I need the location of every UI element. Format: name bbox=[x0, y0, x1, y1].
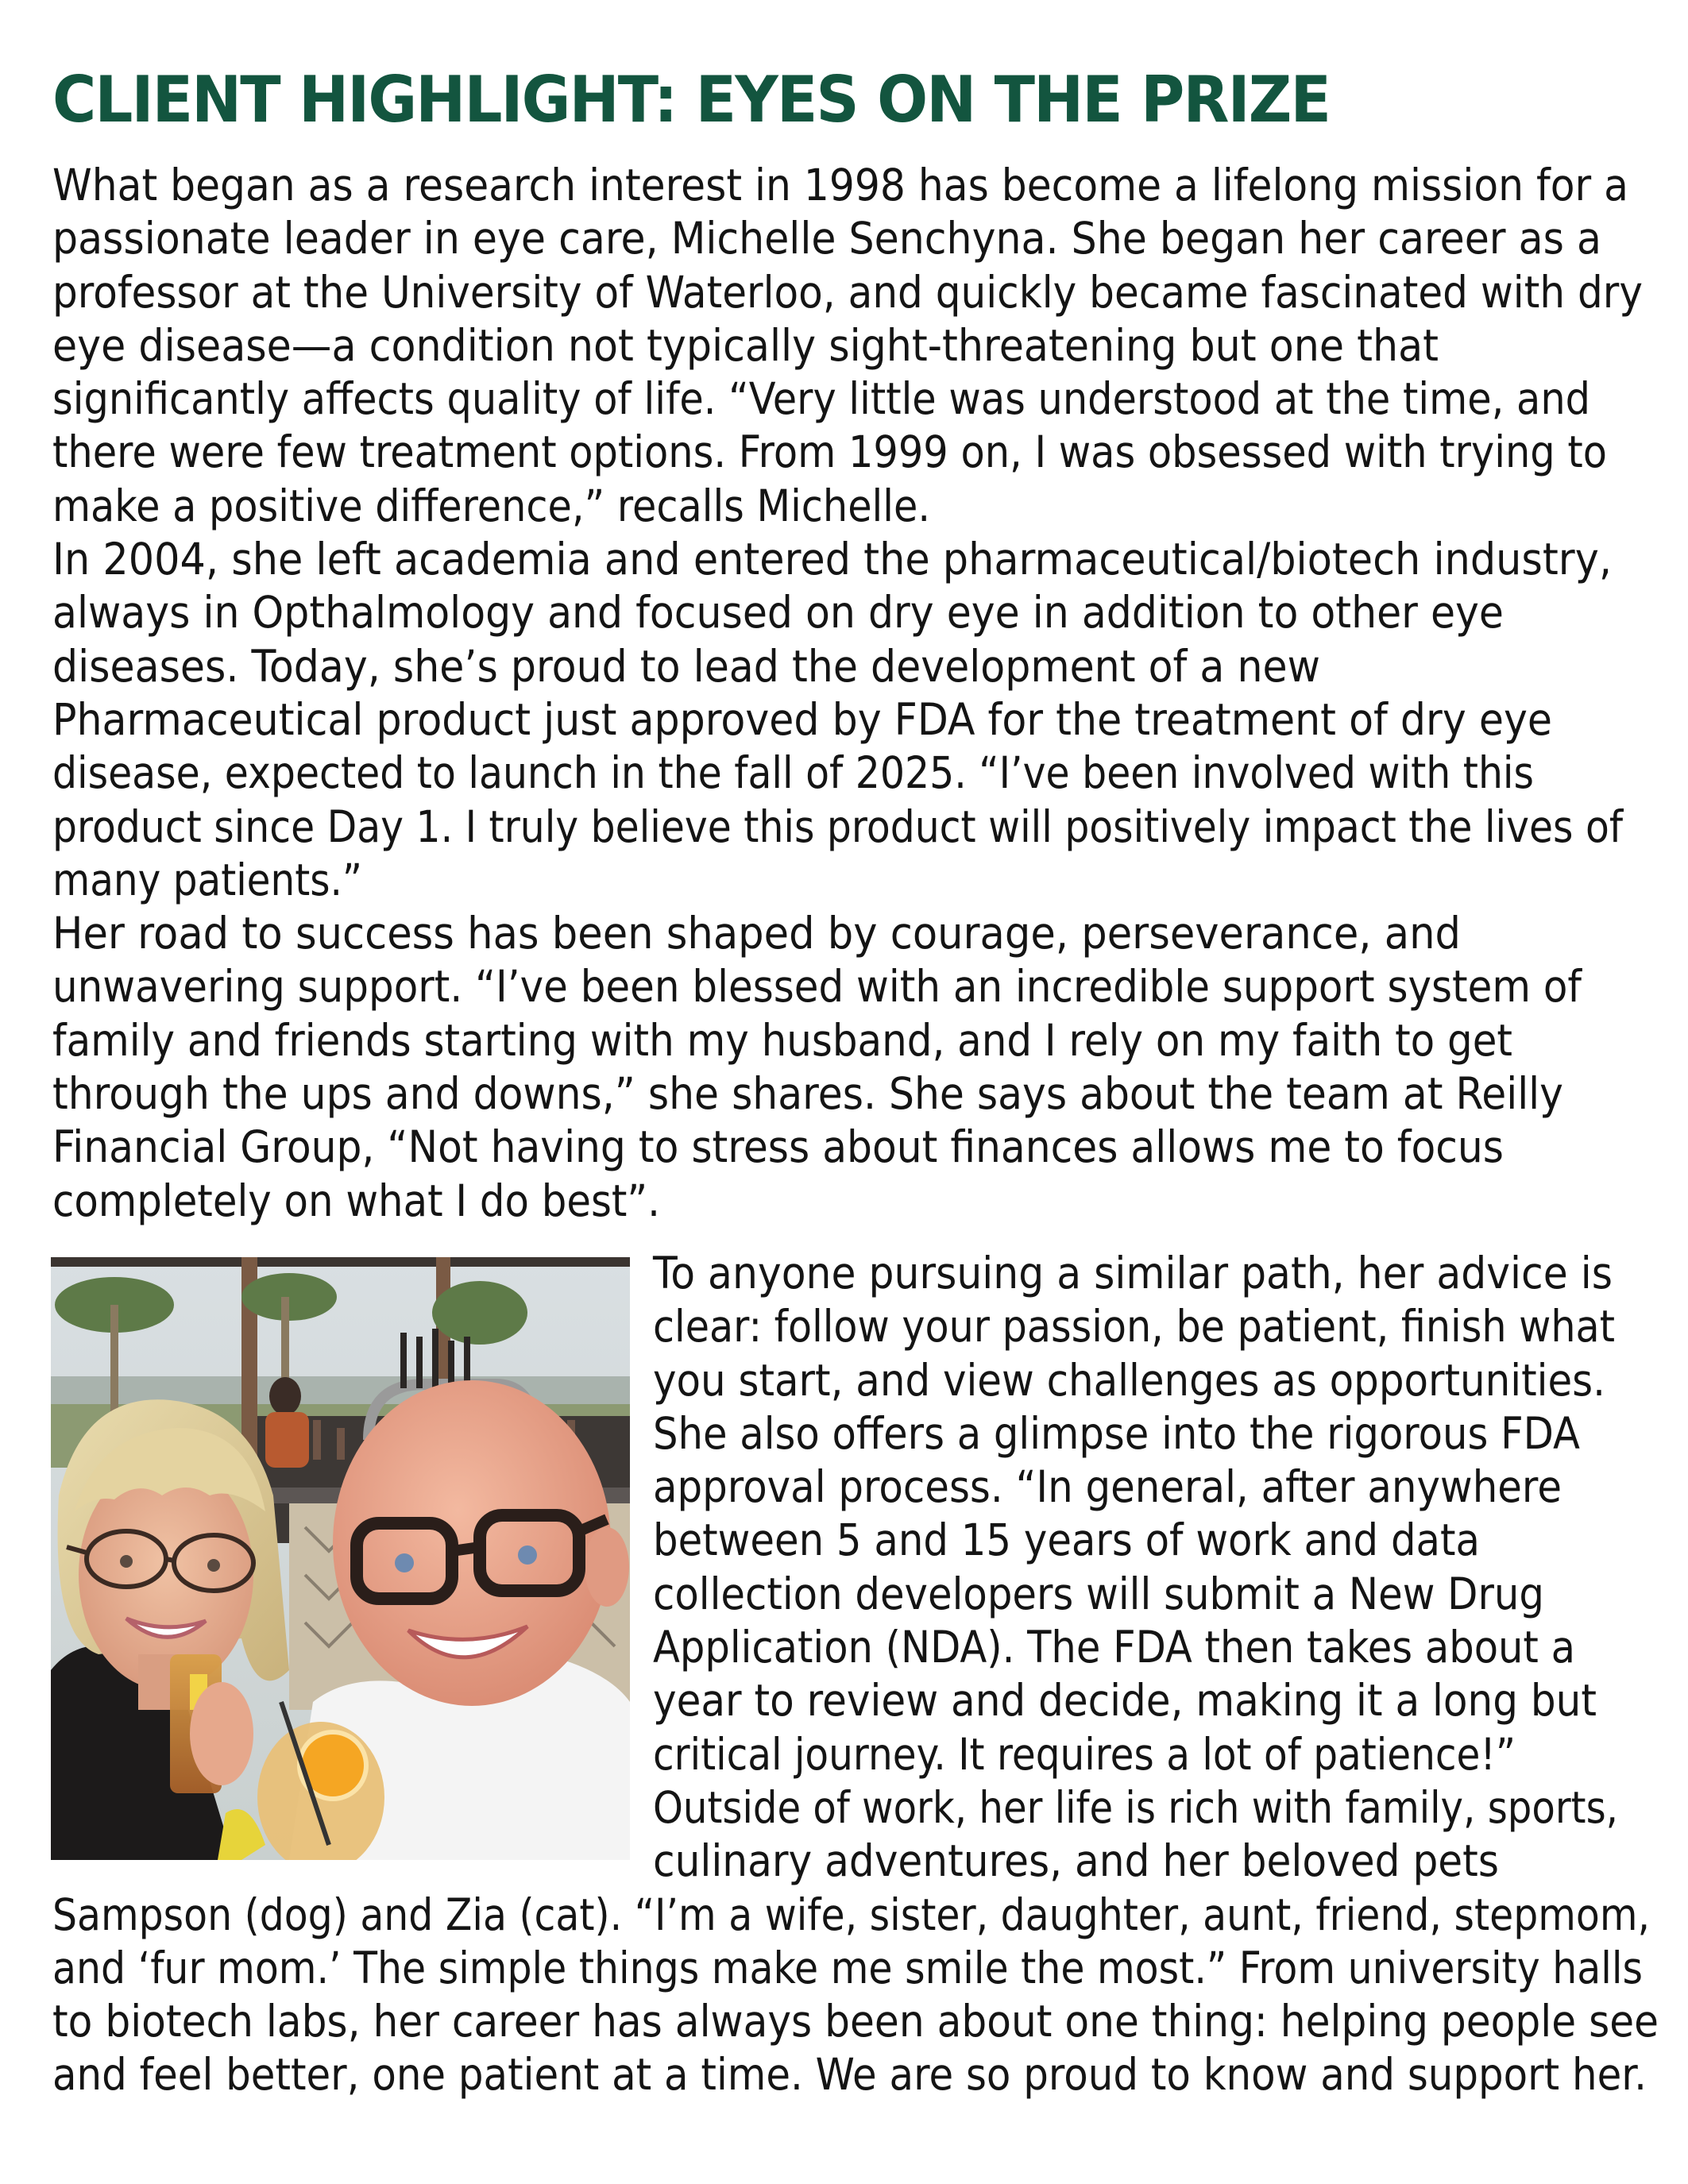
body-line: Her road to success has been shaped by courage, perseverance, and bbox=[52, 908, 1461, 959]
body-line: Application (NDA). The FDA then takes about a bbox=[653, 1622, 1575, 1673]
body-line: In 2004, she left academia and entered the pharmaceutical/biotech industry, bbox=[52, 534, 1612, 585]
body-line: Sampson (dog) and Zia (cat). “I’m a wife, sister, daughter, aunt, friend, stepmom, bbox=[52, 1889, 1650, 1940]
body-line: to biotech labs, her career has always been about one thing: helping people see bbox=[52, 1996, 1659, 2047]
body-line: Pharmaceutical product just approved by FDA for the treatment of dry eye bbox=[52, 693, 1552, 745]
body-line: diseases. Today, she’s proud to lead the development of a new bbox=[52, 640, 1320, 692]
article-title: CLIENT HIGHLIGHT: EYES ON THE PRIZE bbox=[52, 63, 1330, 137]
body-line: product since Day 1. I truly believe this product will positively impact the lives of bbox=[52, 801, 1623, 852]
body-line: there were few treatment options. From 1999 on, I was obsessed with trying to bbox=[52, 426, 1607, 478]
body-line: collection developers will submit a New Drug bbox=[653, 1568, 1544, 1619]
body-line: Outside of work, her life is rich with family, sports, bbox=[653, 1781, 1618, 1833]
body-line: many patients.” bbox=[52, 854, 362, 905]
body-line: passionate leader in eye care, Michelle Senchyna. She began her career as a bbox=[52, 213, 1601, 264]
body-line: To anyone pursuing a similar path, her advice is bbox=[653, 1248, 1613, 1298]
body-line: eye disease—a condition not typically sight-threatening but one that bbox=[52, 319, 1439, 371]
body-line: significantly affects quality of life. “Very little was understood at the time, and bbox=[52, 373, 1590, 425]
body-line: and ‘fur mom.’ The simple things make me smile the most.” From university halls bbox=[52, 1942, 1643, 1993]
article-body-bottom bbox=[52, 1247, 1688, 2102]
body-line: She also offers a glimpse into the rigorous FDA bbox=[653, 1407, 1580, 1459]
body-line: between 5 and 15 years of work and data bbox=[653, 1515, 1480, 1566]
body-line: you start, and view challenges as opportunities. bbox=[653, 1354, 1605, 1406]
body-line: year to review and decide, making it a long but bbox=[653, 1675, 1597, 1727]
body-line: always in Opthalmology and focused on dry eye in addition to other eye bbox=[52, 587, 1504, 639]
body-line: family and friends starting with my husband, and I rely on my faith to get bbox=[52, 1014, 1512, 1066]
body-line: through the ups and downs,” she shares. She says about the team at Reilly bbox=[52, 1068, 1563, 1120]
body-line: Financial Group, “Not having to stress about finances allows me to focus bbox=[52, 1121, 1504, 1173]
body-line: culinary adventures, and her beloved pets bbox=[653, 1835, 1499, 1887]
body-line: make a positive difference,” recalls Michelle. bbox=[52, 480, 930, 531]
body-line: approval process. “In general, after anywhere bbox=[653, 1461, 1562, 1513]
body-line: and feel better, one patient at a time. We are so proud to know and support her. bbox=[52, 2049, 1647, 2101]
article-body-top bbox=[52, 159, 1688, 1228]
body-line: completely on what I do best”. bbox=[52, 1175, 660, 1226]
body-line: unwavering support. “I’ve been blessed with an incredible support system of bbox=[52, 961, 1582, 1013]
body-line: disease, expected to launch in the fall of 2025. “I’ve been involved with this bbox=[52, 747, 1534, 799]
body-line: professor at the University of Waterloo, and quickly became fascinated with dry bbox=[52, 266, 1643, 318]
body-line: clear: follow your passion, be patient, finish what bbox=[653, 1301, 1615, 1352]
body-line: critical journey. It requires a lot of patience!” bbox=[653, 1728, 1516, 1780]
body-line: What began as a research interest in 1998 has become a lifelong mission for a bbox=[52, 160, 1628, 210]
